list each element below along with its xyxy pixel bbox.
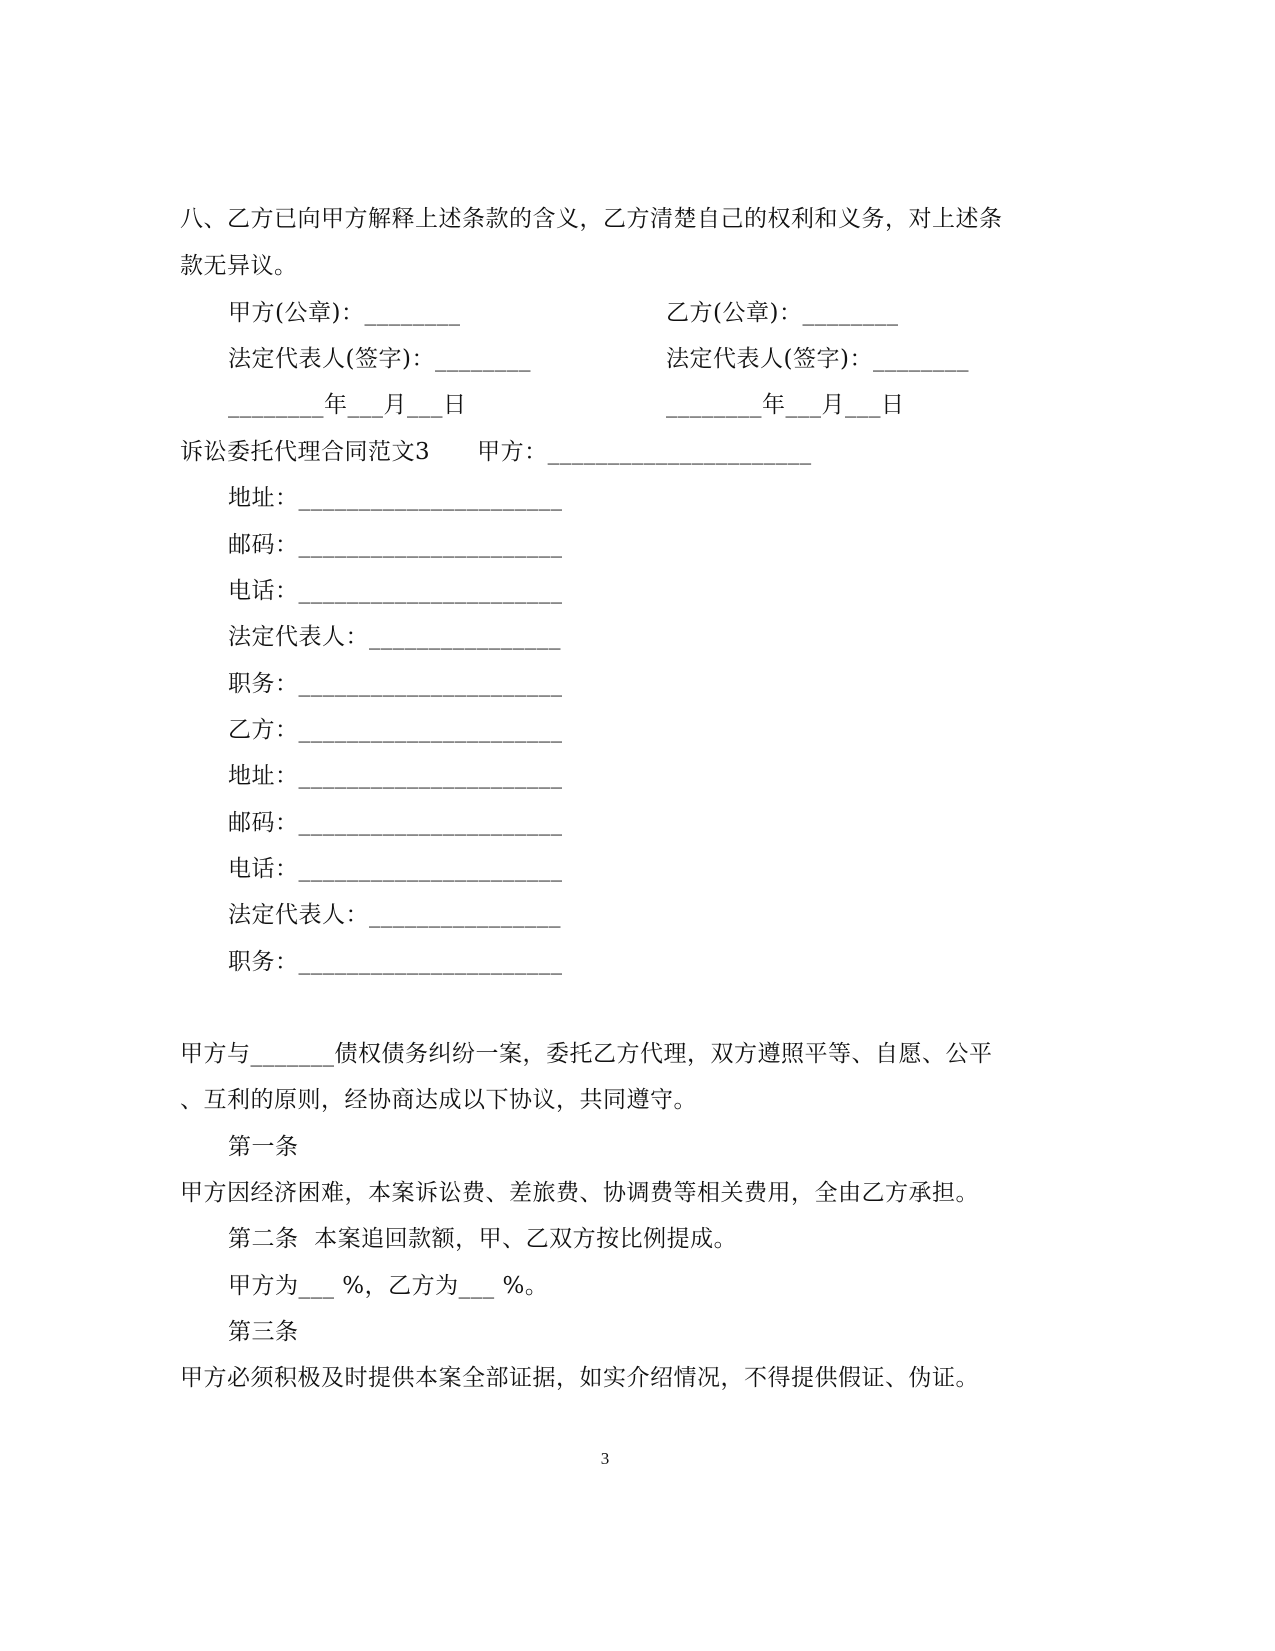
party-b-rep-signature: 法定代表人(签字)：________ bbox=[666, 346, 969, 372]
page-number: 3 bbox=[600, 1449, 610, 1468]
party-a-phone: 电话：______________________ bbox=[228, 578, 563, 604]
party-a-date: ________年___月___日 bbox=[228, 392, 467, 418]
party-a-position: 职务：______________________ bbox=[228, 671, 563, 697]
party-b-name: 乙方：______________________ bbox=[228, 717, 563, 743]
article1-text: 甲方因经济困难，本案诉讼费、差旅费、协调费等相关费用，全由乙方承担。 bbox=[180, 1180, 979, 1206]
party-b-seal: 乙方(公章)：________ bbox=[666, 300, 899, 326]
party-a-address: 地址：______________________ bbox=[228, 485, 563, 511]
party-b-legal-rep: 法定代表人：________________ bbox=[228, 902, 561, 928]
party-b-address: 地址：______________________ bbox=[228, 763, 563, 789]
party-b-phone: 电话：______________________ bbox=[228, 856, 563, 882]
article3-text: 甲方必须积极及时提供本案全部证据，如实介绍情况，不得提供假证、伪证。 bbox=[180, 1365, 979, 1391]
article1-title: 第一条 bbox=[228, 1134, 299, 1160]
article2-ratio: 甲方为___ %，乙方为___ %。 bbox=[228, 1273, 549, 1299]
clause8-line1: 八、乙方已向甲方解释上述条款的含义，乙方清楚自己的权利和义务，对上述条 bbox=[180, 206, 1003, 232]
article3-title: 第三条 bbox=[228, 1319, 299, 1345]
article2-text: 第二条 本案追回款额，甲、乙双方按比例提成。 bbox=[228, 1226, 738, 1252]
intro-line2: 、互利的原则，经协商达成以下协议，共同遵守。 bbox=[180, 1087, 697, 1113]
party-a-postcode: 邮码：______________________ bbox=[228, 532, 563, 558]
party-b-position: 职务：______________________ bbox=[228, 949, 563, 975]
party-a-seal: 甲方(公章)：________ bbox=[228, 300, 461, 326]
party-a-legal-rep: 法定代表人：________________ bbox=[228, 624, 561, 650]
party-a-rep-signature: 法定代表人(签字)：________ bbox=[228, 346, 531, 372]
party-b-date: ________年___月___日 bbox=[666, 392, 905, 418]
party-b-postcode: 邮码：______________________ bbox=[228, 810, 563, 836]
intro-line1: 甲方与_______债权债务纠纷一案，委托乙方代理，双方遵照平等、自愿、公平 bbox=[180, 1041, 993, 1067]
clause8-line2: 款无异议。 bbox=[180, 253, 298, 279]
contract3-title: 诉讼委托代理合同范文3 甲方：______________________ bbox=[180, 439, 812, 465]
